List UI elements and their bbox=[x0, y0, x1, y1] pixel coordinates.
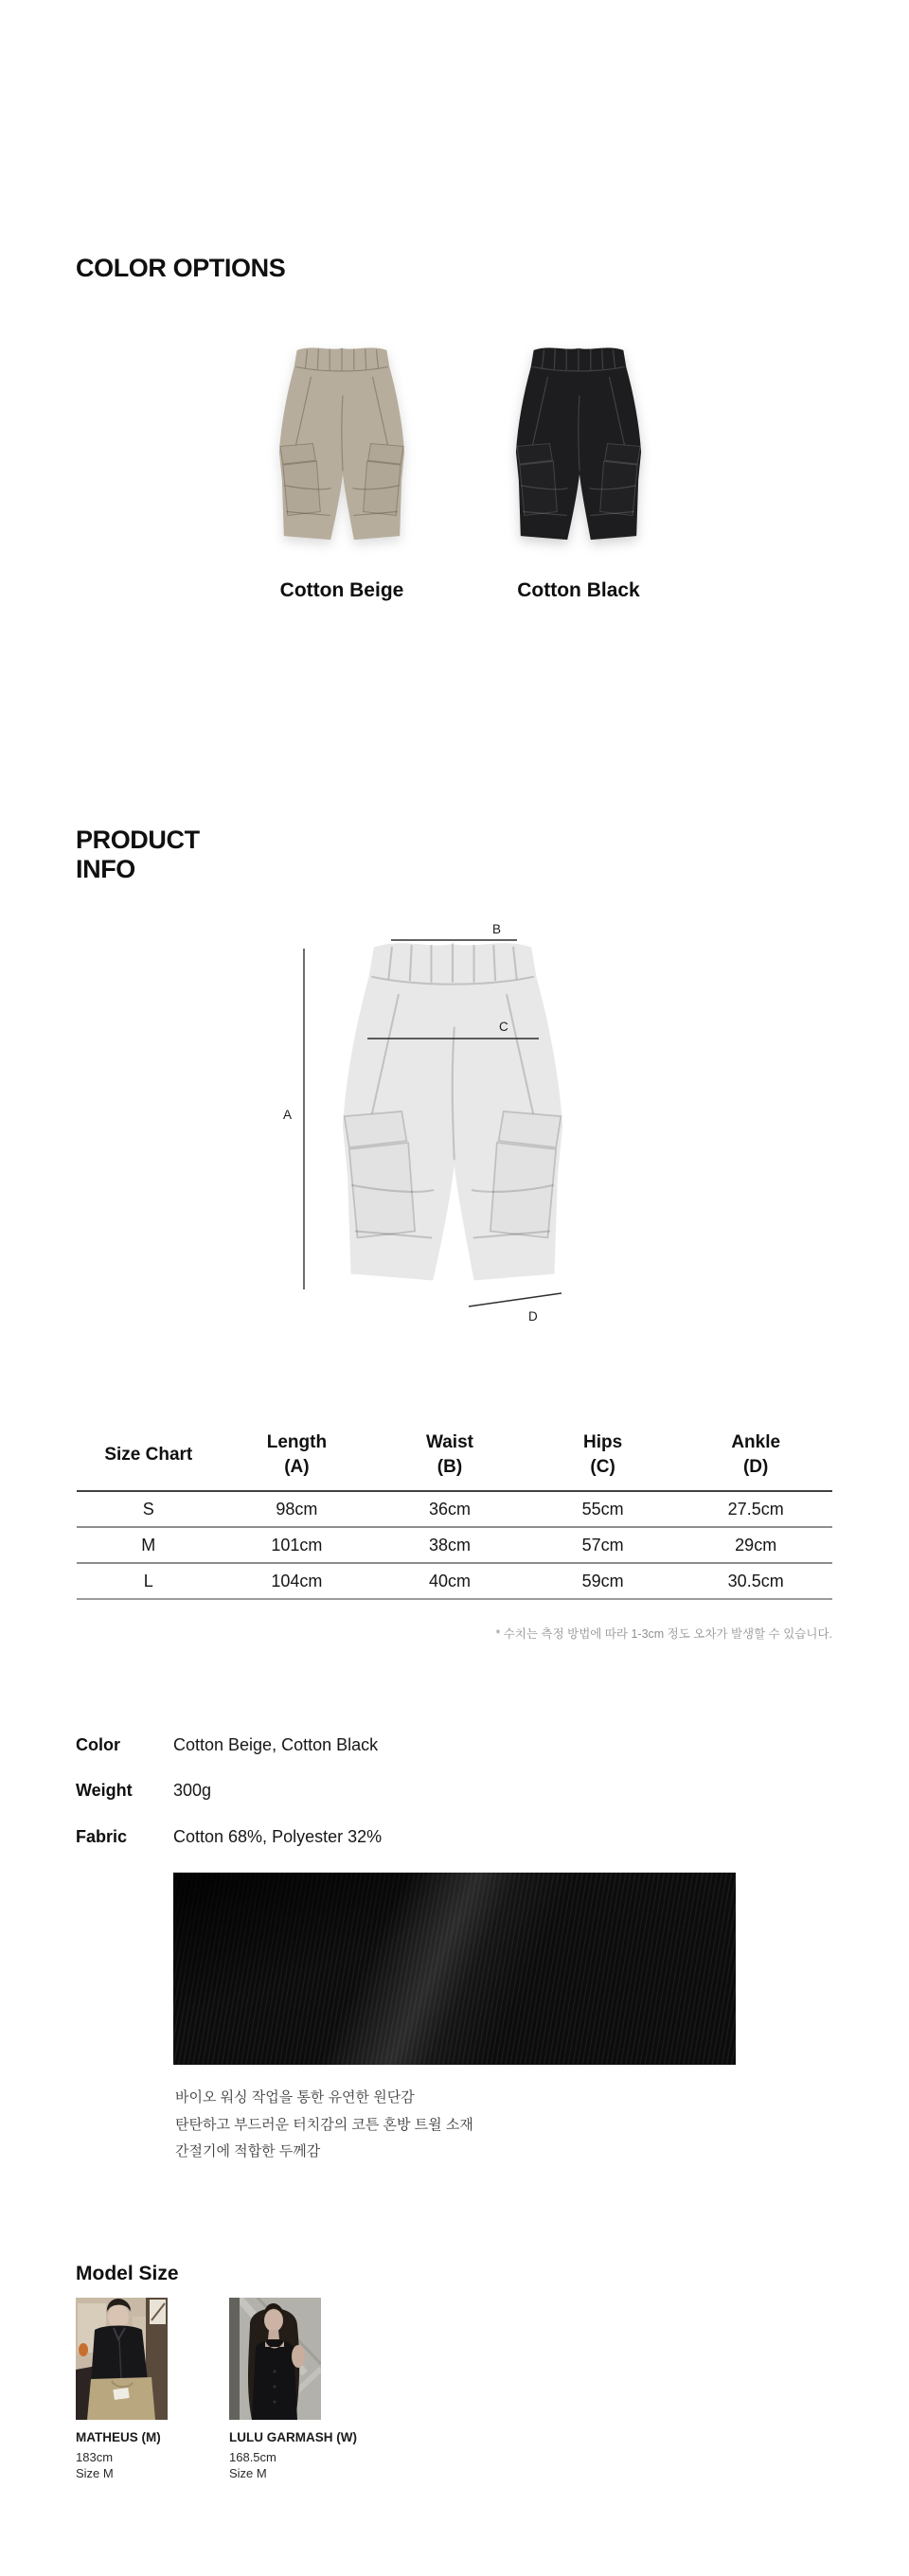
spec-value-color: Cotton Beige, Cotton Black bbox=[173, 1735, 379, 1754]
column-header-ankle bbox=[679, 1430, 832, 1480]
cell-hips: 55cm bbox=[581, 1499, 624, 1519]
column-header-length bbox=[221, 1430, 374, 1480]
model-photo-matheus bbox=[76, 2298, 168, 2420]
variant-label: Cotton Black bbox=[517, 579, 640, 601]
size-chart-table bbox=[77, 1420, 832, 1600]
cell-length: 104cm bbox=[271, 1571, 323, 1590]
column-header-line1: Length bbox=[266, 1432, 328, 1452]
fabric-closeup-image bbox=[173, 1873, 736, 2065]
size-chart-corner-label: Size Chart bbox=[104, 1445, 193, 1465]
spec-label-fabric: Fabric bbox=[76, 1827, 128, 1846]
spec-value-fabric: Cotton 68%, Polyester 32% bbox=[173, 1827, 383, 1846]
cell-size: S bbox=[142, 1499, 154, 1519]
cell-waist: 38cm bbox=[428, 1535, 471, 1554]
beige-pants-image bbox=[272, 338, 412, 545]
cell-length: 98cm bbox=[276, 1499, 318, 1519]
column-header-line2: (D) bbox=[742, 1457, 769, 1477]
color-options-heading: COLOR OPTIONS bbox=[76, 254, 286, 282]
cell-ankle: 27.5cm bbox=[727, 1499, 784, 1519]
cell-size: M bbox=[141, 1535, 156, 1554]
product-info-heading bbox=[76, 826, 200, 884]
size-chart-header-row bbox=[77, 1420, 832, 1492]
model-height: 168.5cm bbox=[229, 2450, 276, 2464]
column-header-line2: (C) bbox=[590, 1457, 615, 1477]
fabric-description-line: 바이오 워싱 작업을 통한 유연한 원단감 bbox=[175, 2089, 415, 2105]
cell-hips: 59cm bbox=[581, 1571, 624, 1590]
cell-ankle: 29cm bbox=[735, 1535, 777, 1554]
cell-waist: 36cm bbox=[428, 1499, 471, 1519]
product-info-heading-line1: PRODUCT bbox=[76, 826, 200, 854]
spec-label-weight: Weight bbox=[76, 1781, 133, 1800]
fabric-description-line: 탄탄하고 부드러운 터치감의 코튼 혼방 트윌 소재 bbox=[175, 2117, 473, 2133]
cell-ankle: 30.5cm bbox=[727, 1571, 784, 1590]
model-photo-lulu bbox=[229, 2298, 321, 2420]
measure-label-d: D bbox=[528, 1309, 538, 1324]
table-row-l bbox=[77, 1564, 832, 1600]
measurement-tolerance-note: * 수치는 측정 방법에 따라 1-3cm 정도 오차가 발생할 수 있습니다. bbox=[495, 1627, 832, 1641]
variant-label: Cotton Beige bbox=[279, 579, 404, 601]
column-header-line1: Hips bbox=[583, 1432, 623, 1452]
model-wearing-size: Size M bbox=[76, 2466, 114, 2480]
black-pants-image bbox=[508, 338, 649, 545]
column-header-waist bbox=[373, 1430, 526, 1480]
cell-length: 101cm bbox=[271, 1535, 323, 1554]
spec-label-color: Color bbox=[76, 1735, 120, 1754]
model-name: LULU GARMASH (W) bbox=[229, 2430, 357, 2444]
cell-hips: 57cm bbox=[581, 1535, 624, 1554]
column-header-line2: (B) bbox=[437, 1457, 463, 1477]
measure-label-a: A bbox=[283, 1108, 293, 1122]
measure-label-b: B bbox=[492, 922, 502, 936]
variant-cotton-beige bbox=[266, 338, 418, 601]
model-size-heading: Model Size bbox=[76, 2263, 179, 2284]
model-name: MATHEUS (M) bbox=[76, 2430, 161, 2444]
variant-cotton-black bbox=[503, 338, 654, 601]
model-height: 183cm bbox=[76, 2450, 114, 2464]
cell-waist: 40cm bbox=[428, 1571, 471, 1590]
measurement-lines bbox=[265, 909, 606, 1325]
column-header-hips bbox=[526, 1430, 680, 1480]
measure-label-c: C bbox=[499, 1020, 508, 1034]
table-row-m bbox=[77, 1528, 832, 1564]
cell-size: L bbox=[143, 1571, 153, 1590]
spec-value-weight: 300g bbox=[173, 1781, 212, 1800]
fabric-description-line: 간절기에 적합한 두께감 bbox=[175, 2143, 321, 2159]
product-info-heading-line2: INFO bbox=[76, 855, 135, 883]
table-row-s bbox=[77, 1492, 832, 1528]
column-header-line2: (A) bbox=[284, 1457, 310, 1477]
model-wearing-size: Size M bbox=[229, 2466, 267, 2480]
column-header-line1: Ankle bbox=[731, 1432, 781, 1452]
column-header-line1: Waist bbox=[426, 1432, 473, 1452]
